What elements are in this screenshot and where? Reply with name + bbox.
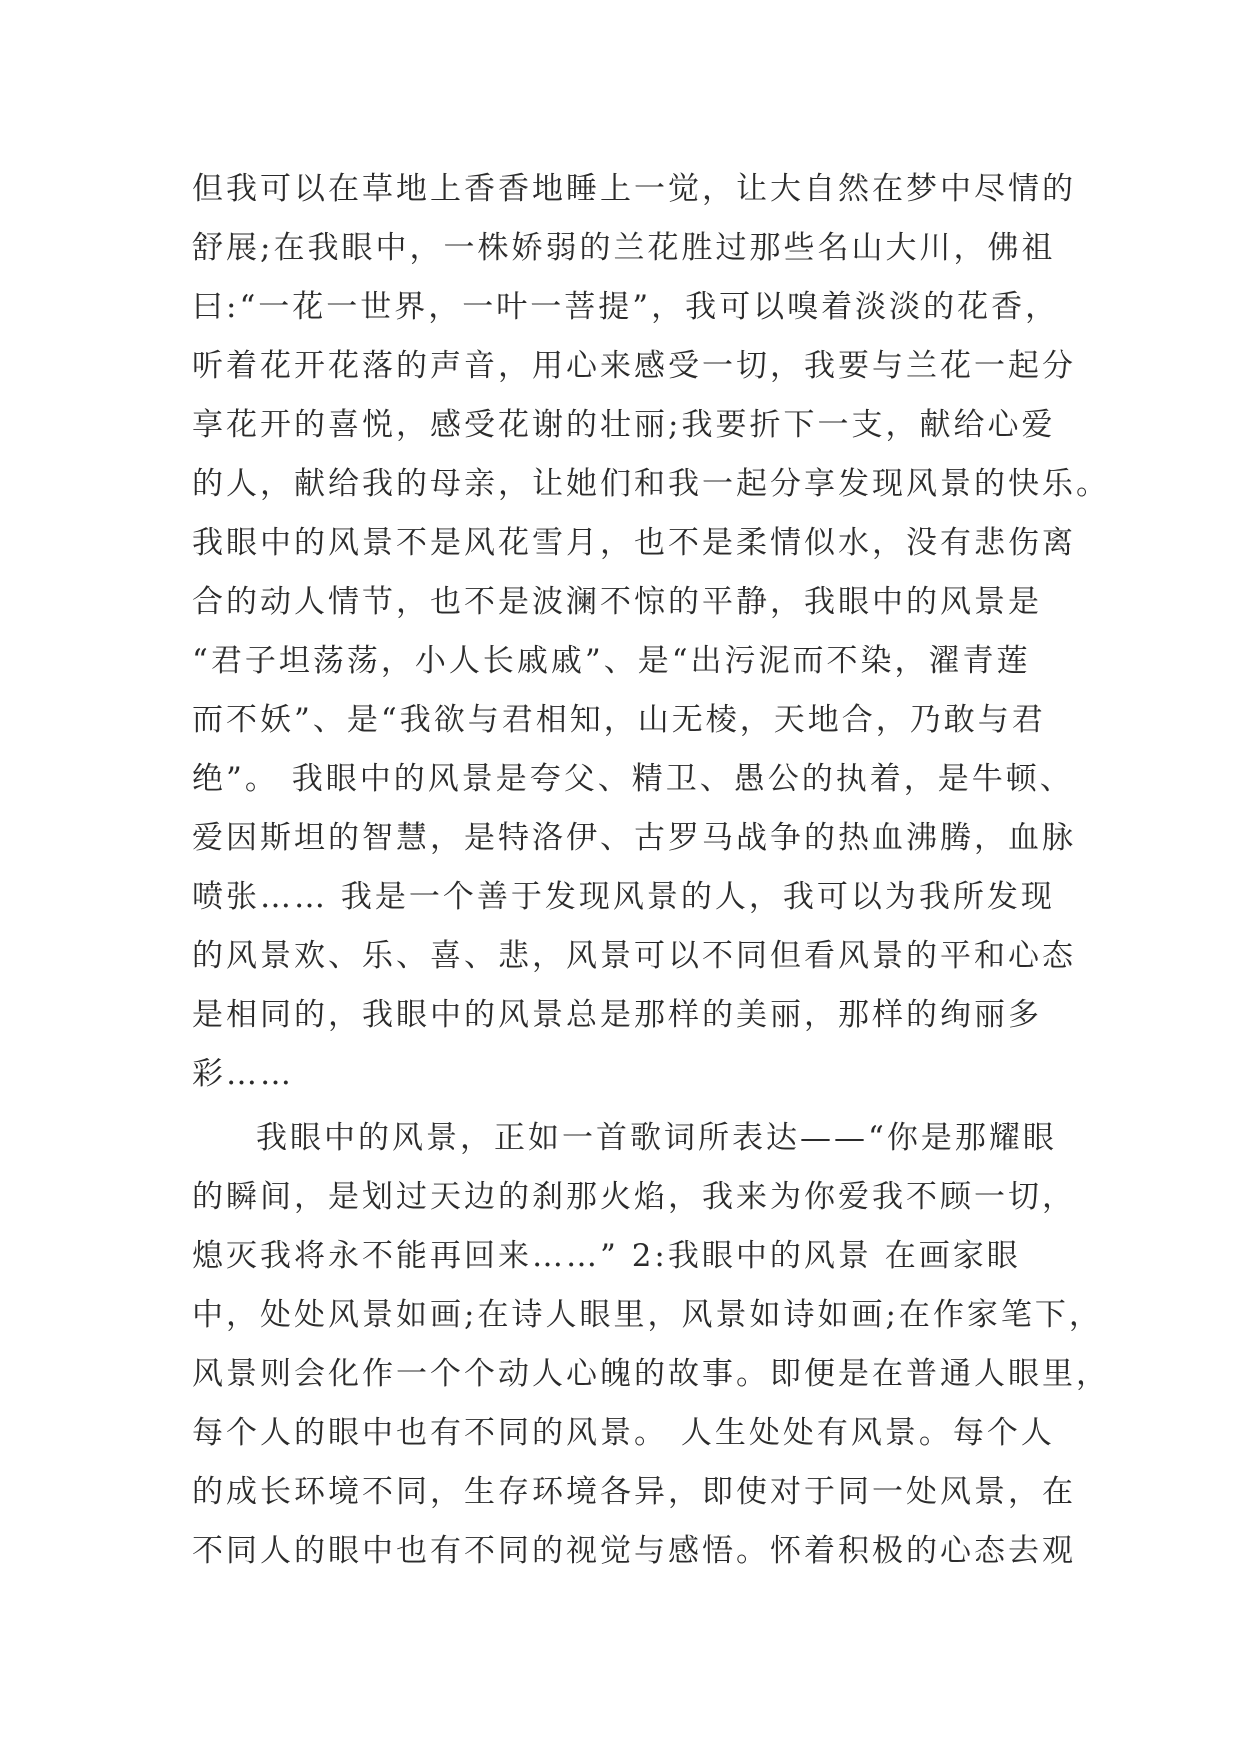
text-line: 而不妖”、是“我欲与君相知，山无棱，天地合，乃敢与君	[192, 702, 1046, 738]
text-line: “君子坦荡荡，小人长戚戚”、是“出污泥而不染，濯青莲	[192, 643, 1031, 679]
text-line: 中，处处风景如画;在诗人眼里，风景如诗如画;在作家笔下，	[192, 1297, 1103, 1333]
text-line: 不同人的眼中也有不同的视觉与感悟。怀着积极的心态去观	[192, 1533, 1076, 1569]
text-line: 的成长环境不同，生存环境各异，即使对于同一处风景，在	[192, 1474, 1076, 1510]
text-line: 爱因斯坦的智慧，是特洛伊、古罗马战争的热血沸腾，血脉	[192, 820, 1076, 856]
text-line: 听着花开花落的声音，用心来感受一切，我要与兰花一起分	[192, 348, 1076, 384]
text-line: 每个人的眼中也有不同的风景。 人生处处有风景。每个人	[192, 1415, 1055, 1451]
text-line: 但我可以在草地上香香地睡上一觉，让大自然在梦中尽情的	[192, 171, 1076, 207]
text-line: 是相同的，我眼中的风景总是那样的美丽，那样的绚丽多	[192, 997, 1042, 1033]
text-line: 的风景欢、乐、喜、悲，风景可以不同但看风景的平和心态	[192, 938, 1076, 974]
text-line: 的瞬间，是划过天边的刹那火焰，我来为你爱我不顾一切，	[192, 1179, 1076, 1215]
text-line: 喷张…… 我是一个善于发现风景的人，我可以为我所发现	[192, 879, 1055, 915]
text-line: 风景则会化作一个个动人心魄的故事。即便是在普通人眼里，	[192, 1356, 1110, 1392]
document-body	[192, 160, 1110, 1581]
text-line: 熄灭我将永不能再回来……” 2:我眼中的风景 在画家眼	[192, 1238, 1021, 1274]
text-line: 享花开的喜悦，感受花谢的壮丽;我要折下一支，献给心爱	[192, 407, 1056, 443]
text-line: 合的动人情节，也不是波澜不惊的平静，我眼中的风景是	[192, 584, 1042, 620]
text-line: 绝”。 我眼中的风景是夸父、精卫、愚公的执着，是牛顿、	[192, 761, 1074, 797]
text-line: 的人，献给我的母亲，让她们和我一起分享发现风景的快乐。	[192, 466, 1110, 502]
text-line: 舒展;在我眼中，一株娇弱的兰花胜过那些名山大川，佛祖	[192, 230, 1056, 266]
text-line: 曰:“一花一世界，一叶一菩提”，我可以嗅着淡淡的花香，	[192, 289, 1060, 325]
text-line: 彩……	[192, 1056, 294, 1092]
paragraph-first-line: 我眼中的风景，正如一首歌词所表达——“你是那耀眼	[256, 1120, 1057, 1156]
text-line: 我眼中的风景不是风花雪月，也不是柔情似水，没有悲伤离	[192, 525, 1076, 561]
